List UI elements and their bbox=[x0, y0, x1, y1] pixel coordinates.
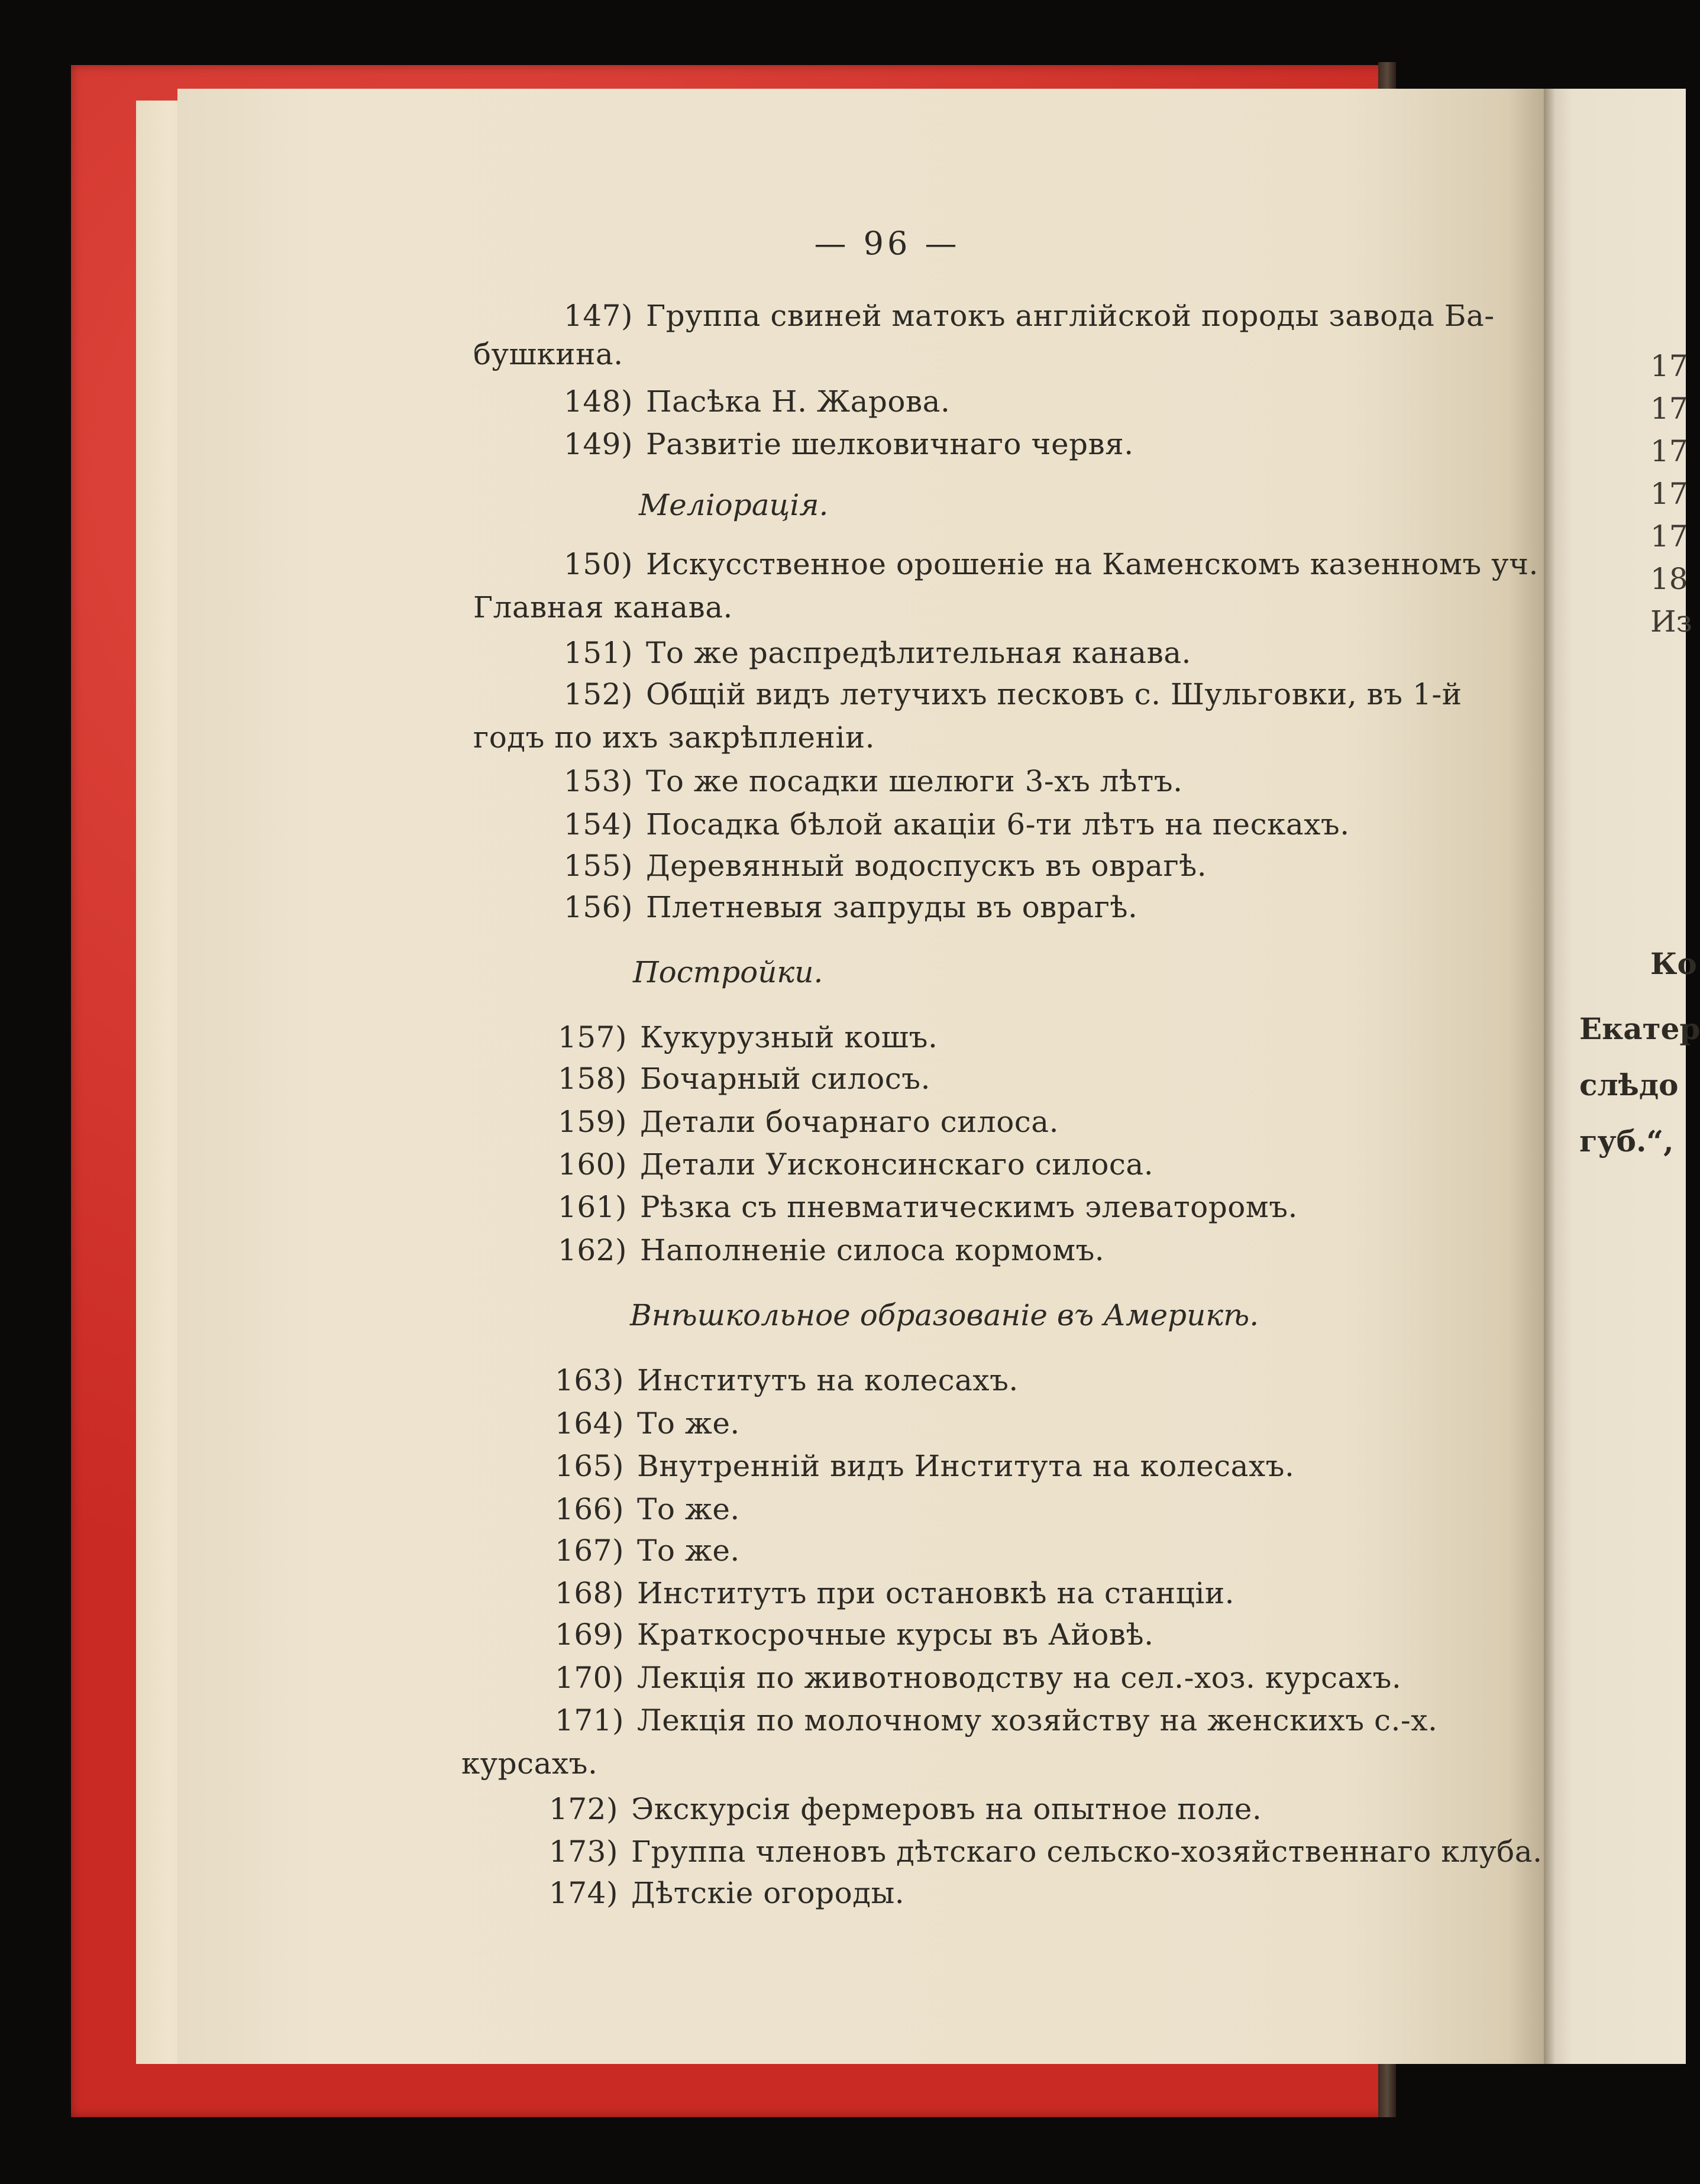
entry-155: 155) Деревянный водоспускъ въ оврагѣ. bbox=[564, 849, 1207, 883]
next-page-text: губ.“, bbox=[1579, 1124, 1674, 1159]
entry-171: 171) Лекція по молочному хозяйству на женскихъ с.-х. bbox=[555, 1703, 1438, 1738]
next-page-number: 17 bbox=[1650, 434, 1688, 468]
entry-166: 166) То же. bbox=[555, 1492, 740, 1526]
next-page-text: Екатер bbox=[1579, 1011, 1700, 1046]
entry-174: 174) Дѣтскіе огороды. bbox=[549, 1876, 905, 1910]
next-page-number: 18 bbox=[1650, 562, 1688, 596]
next-page-heading: Ко bbox=[1650, 946, 1697, 981]
entry-170: 170) Лекція по животноводству на сел.-хоз. курсахъ. bbox=[555, 1661, 1402, 1695]
entry-147: 147) Группа свиней матокъ англійской породы завода Ба- bbox=[564, 299, 1495, 333]
entry-163: 163) Институтъ на колесахъ. bbox=[555, 1363, 1019, 1397]
entry-173: 173) Группа членовъ дѣтскаго сельско-хозяйственнаго клуба. bbox=[549, 1834, 1543, 1869]
entry-151: 151) То же распредѣлительная канава. bbox=[564, 636, 1191, 670]
heading-postroiki: Постройки. bbox=[633, 955, 823, 989]
heading-melioratsiya: Меліорація. bbox=[639, 488, 829, 522]
entry-147-cont: бушкина. bbox=[473, 337, 623, 371]
left-page bbox=[177, 89, 1550, 2064]
right-page-fragment bbox=[1544, 89, 1700, 2064]
entry-152: 152) Общій видъ летучихъ песковъ с. Шульговки, въ 1-й bbox=[564, 677, 1462, 711]
entry-154: 154) Посадка бѣлой акаціи 6-ти лѣтъ на пескахъ. bbox=[564, 807, 1350, 842]
entry-160: 160) Детали Уисконсинскаго силоса. bbox=[558, 1147, 1154, 1182]
entry-153: 153) То же посадки шелюги 3-хъ лѣтъ. bbox=[564, 764, 1183, 798]
next-page-text: Из bbox=[1650, 604, 1692, 639]
entry-150-cont: Главная канава. bbox=[473, 590, 733, 625]
entry-167: 167) То же. bbox=[555, 1533, 740, 1568]
entry-159: 159) Детали бочарнаго силоса. bbox=[558, 1105, 1059, 1139]
entry-162: 162) Наполненіе силоса кормомъ. bbox=[558, 1233, 1105, 1267]
next-page-number: 17 bbox=[1650, 519, 1688, 554]
next-page-number: 17 bbox=[1650, 391, 1688, 426]
entry-156: 156) Плетневыя запруды въ оврагѣ. bbox=[564, 890, 1138, 924]
entry-157: 157) Кукурузный кошъ. bbox=[558, 1020, 938, 1054]
page-number: — 96 — bbox=[814, 225, 961, 262]
entry-149: 149) Развитіе шелковичнаго червя. bbox=[564, 427, 1134, 461]
entry-152-cont: годъ по ихъ закрѣпленіи. bbox=[473, 720, 875, 755]
entry-164: 164) То же. bbox=[555, 1406, 740, 1441]
entry-169: 169) Краткосрочные курсы въ Айовѣ. bbox=[555, 1617, 1154, 1652]
entry-148: 148) Пасѣка Н. Жарова. bbox=[564, 384, 951, 419]
entry-161: 161) Рѣзка съ пневматическимъ элеваторомъ. bbox=[558, 1190, 1298, 1224]
entry-150: 150) Искусственное орошеніе на Каменскомъ казенномъ уч. bbox=[564, 547, 1539, 581]
heading-vneshkolnoe: Внѣшкольное образованіе въ Америкѣ. bbox=[630, 1298, 1259, 1332]
entry-158: 158) Бочарный силосъ. bbox=[558, 1062, 930, 1096]
next-page-number: 17 bbox=[1650, 349, 1688, 383]
entry-171-cont: курсахъ. bbox=[461, 1746, 598, 1781]
entry-172: 172) Экскурсія фермеровъ на опытное поле. bbox=[549, 1792, 1262, 1826]
next-page-text: слѣдо bbox=[1579, 1067, 1679, 1102]
next-page-number: 17 bbox=[1650, 477, 1688, 511]
entry-168: 168) Институтъ при остановкѣ на станціи. bbox=[555, 1576, 1235, 1610]
entry-165: 165) Внутренній видъ Института на колесахъ. bbox=[555, 1449, 1295, 1483]
